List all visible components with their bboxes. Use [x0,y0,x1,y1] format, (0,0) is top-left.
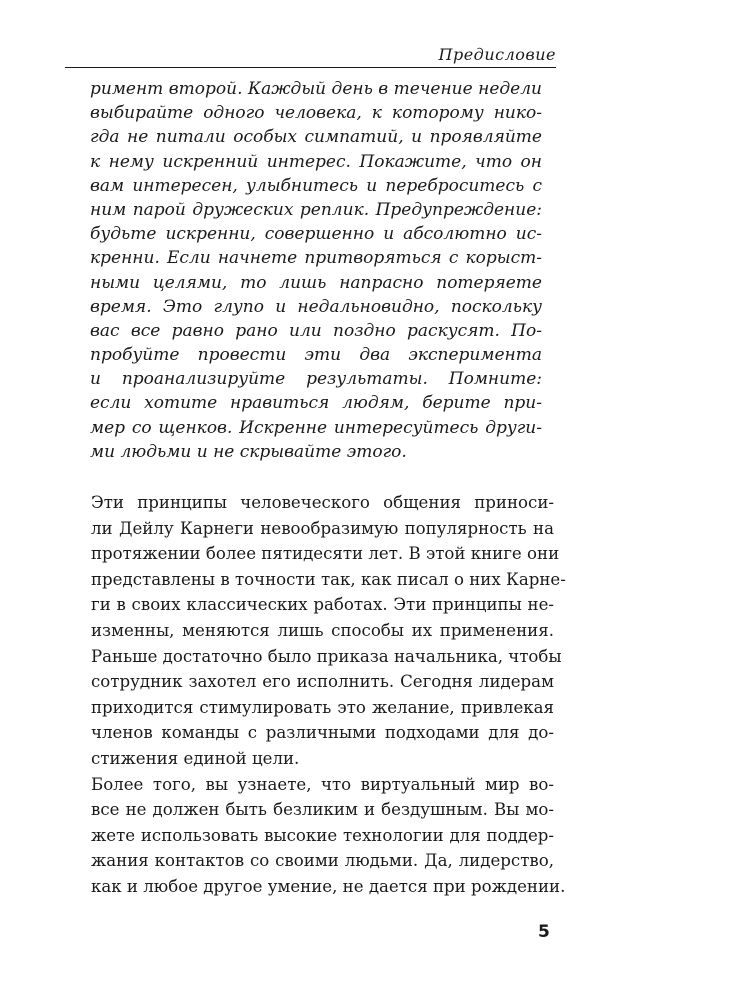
body-line: протяжении более пятидесяти лет. В этой книге они [91,544,560,564]
body-line: ли Дейлу Карнеги невообразимую популярность на [91,518,554,538]
italic-line: пробуйте провести эти два эксперимента [90,345,542,366]
body-line: Более того, вы узнаете, что виртуальный мир во- [91,774,554,794]
page-number: 5 [538,922,550,942]
italic-line: если хотите нравиться людям, берите при- [90,393,542,414]
body-line: приходится стимулировать это желание, привлекая [91,697,554,717]
italic-line: будьте искренни, совершенно и абсолютно ис- [90,224,542,245]
section-title: Предисловие [438,45,556,64]
italic-line: и проанализируйте результаты. Помните: [90,369,542,390]
running-head [65,45,556,68]
body-line: членов команды с различными подходами для до- [91,723,554,743]
body-line: как и любое другое умение, не дается при рождении. [91,876,566,896]
body-line: все не должен быть безликим и бездушным. Вы мо- [91,800,554,820]
body-line: ги в своих классических работах. Эти принципы не- [91,595,554,615]
italic-line: вас все равно рано или поздно раскусят. По- [90,320,542,341]
italic-line: римент второй. Каждый день в течение недели [90,79,542,99]
italic-line: ним парой дружеских реплик. Предупреждение: [90,199,542,220]
italic-line: ми людьми и не скрывайте этого. [90,441,407,462]
italic-quote-block [90,77,542,464]
body-line: стижения единой цели. [91,748,300,768]
body-text [91,490,566,900]
body-line: сотрудник захотел его исполнить. Сегодня лидерам [91,672,554,692]
italic-line: выбирайте одного человека, к которому нико- [90,103,542,124]
body-line: жете использовать высокие технологии для поддер- [91,825,554,845]
italic-line: гда не питали особых симпатий, и проявляйте [90,127,542,148]
italic-line: ными целями, то лишь напрасно потеряете [90,272,542,293]
italic-line: мер со щенков. Искренне интересуйтесь други- [90,417,542,438]
italic-line: кренни. Если начнете притворяться с корыст- [90,248,542,269]
body-line: жания контактов со своими людьми. Да, лидерство, [91,851,554,871]
body-line: Эти принципы человеческого общения приноси- [91,493,554,512]
italic-line: к нему искренний интерес. Покажите, что он [90,151,542,172]
body-line: представлены в точности так, как писал о них Карне- [91,569,566,589]
italic-line: время. Это глупо и недальновидно, поскольку [90,296,542,317]
body-line: Раньше достаточно было приказа начальника, чтобы [91,646,562,666]
italic-line: вам интересен, улыбнитесь и переброситесь с [90,175,542,196]
body-line: изменны, меняются лишь способы их применения. [91,620,554,640]
